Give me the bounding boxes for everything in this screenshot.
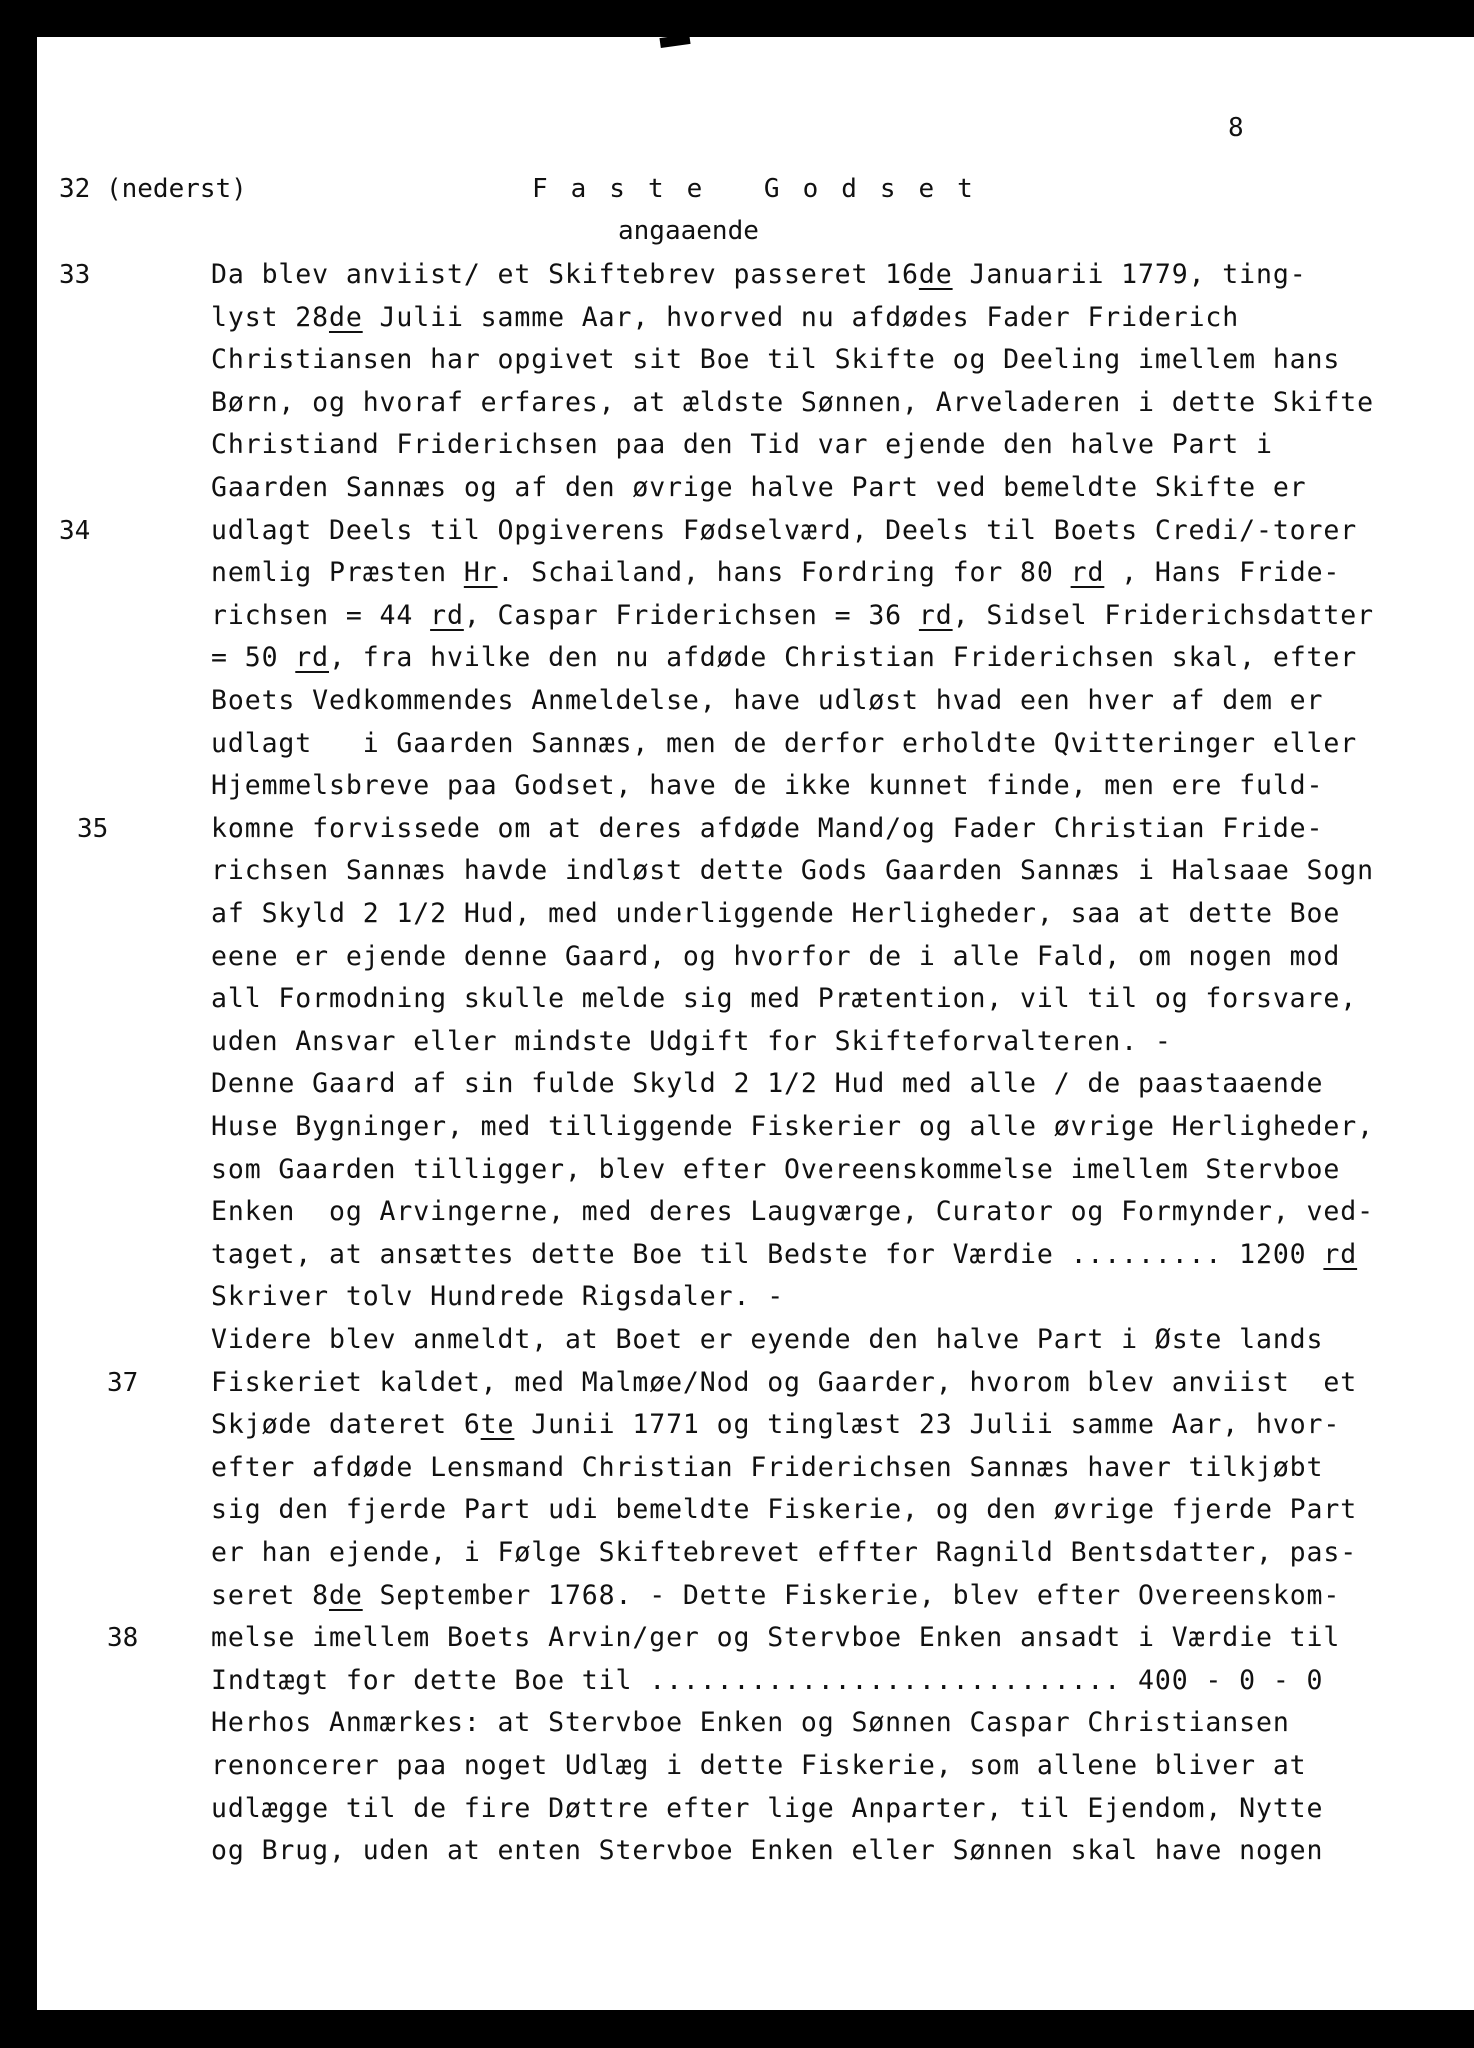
text-line: Enken og Arvingerne, med deres Laugværge, Curator og Formynder, ved- — [211, 1196, 1374, 1228]
underlined-abbreviation: rd — [1070, 557, 1105, 589]
text-line: renoncerer paa noget Udlæg i dette Fiskerie, som allene bliver at — [211, 1750, 1307, 1781]
text-line: udlagt i Gaarden Sannæs, men de derfor erholdte Qvitteringer eller — [211, 727, 1358, 759]
text-line: nemlig Præsten Hr. Schailand, hans Fordring for 80 rd , Hans Fride- — [211, 557, 1341, 589]
margin-number: 38 — [107, 1623, 139, 1654]
text-line: Da blev anviist/ et Skiftebrev passeret 16de Januarii 1779, ting- — [211, 259, 1307, 290]
underlined-abbreviation: Hr — [463, 557, 498, 589]
text-line: og Brug, uden at enten Stervboe Enken eller Sønnen skal have nogen — [211, 1835, 1324, 1867]
text-line: udlægge til de fire Døttre efter lige Anparter, til Ejendom, Nytte — [211, 1792, 1324, 1824]
text-line: all Formodning skulle melde sig med Prætention, vil til og forsvare, — [211, 983, 1358, 1015]
text-line: Skjøde dateret 6te Junii 1771 og tinglæst 23 Julii samme Aar, hvor- — [211, 1409, 1341, 1441]
text-line: = 50 rd, fra hvilke den nu afdøde Christian Friderichsen skal, efter — [211, 642, 1358, 674]
text-line: Børn, og hvoraf erfares, at ældste Sønnen, Arveladeren i dette Skifte — [211, 386, 1374, 418]
text-line: richsen = 44 rd, Caspar Friderichsen = 36 rd, Sidsel Friderichsdatter — [211, 599, 1374, 631]
page-number: 8 — [1228, 113, 1244, 143]
text-line: som Gaarden tilligger, blev efter Overeenskommelse imellem Stervboe — [211, 1153, 1341, 1185]
underlined-abbreviation: rd — [295, 642, 329, 674]
text-line: er han ejende, i Følge Skiftebrevet effter Ragnild Bentsdatter, pas- — [211, 1537, 1358, 1568]
text-line: af Skyld 2 1/2 Hud, med underliggende Herligheder, saa at dette Boe — [211, 898, 1341, 929]
text-line: Huse Bygninger, med tilliggende Fiskerier og alle øvrige Herligheder, — [211, 1111, 1374, 1142]
text-line: richsen Sannæs havde indløst dette Gods Gaarden Sannæs i Halsaae Sogn — [211, 855, 1374, 887]
text-line: lyst 28de Julii samme Aar, hvorved nu afdødes Fader Friderich — [211, 301, 1240, 333]
text-line: uden Ansvar eller mindste Udgift for Skifteforvalteren. - — [211, 1025, 1172, 1057]
document-subtitle: angaaende — [618, 216, 759, 246]
underlined-abbreviation: de — [328, 301, 363, 333]
underlined-abbreviation: te — [480, 1409, 515, 1441]
text-line: melse imellem Boets Arvin/ger og Stervboe Enken ansadt i Værdie til — [211, 1622, 1341, 1654]
text-line: Indtægt for dette Boe til ............................ 400 - 0 - 0 — [211, 1664, 1324, 1696]
margin-number: 35 — [77, 813, 109, 844]
text-line: Denne Gaard af sin fulde Skyld 2 1/2 Hud med alle / de paastaaende — [211, 1068, 1324, 1100]
underlined-abbreviation: rd — [918, 599, 953, 631]
document-title: Faste Godset — [532, 174, 996, 204]
text-line: Christiand Friderichsen paa den Tid var ejende den halve Part i — [211, 429, 1273, 461]
underlined-abbreviation: de — [918, 259, 953, 290]
margin-head-reference: 32 (nederst) — [59, 174, 247, 204]
text-line: sig den fjerde Part udi bemeldte Fiskerie, og den øvrige fjerde Part — [211, 1494, 1358, 1526]
text-line: taget, at ansættes dette Boe til Bedste for Værdie ......... 1200 rd — [211, 1238, 1358, 1270]
text-line: Gaarden Sannæs og af den øvrige halve Part ved bemeldte Skifte er — [211, 472, 1307, 503]
underlined-abbreviation: rd — [1323, 1238, 1358, 1270]
text-line: Boets Vedkommendes Anmeldelse, have udløst hvad een hver af dem er — [211, 685, 1324, 716]
text-line: Videre blev anmeldt, at Boet er eyende den halve Part i Øste lands — [211, 1324, 1324, 1355]
margin-number: 34 — [59, 515, 91, 546]
text-line: Herhos Anmærkes: at Stervboe Enken og Sønnen Caspar Christiansen — [211, 1707, 1290, 1739]
text-line: efter afdøde Lensmand Christian Friderichsen Sannæs haver tilkjøbt — [211, 1451, 1324, 1483]
text-line: eene er ejende denne Gaard, og hvorfor de i alle Fald, om nogen mod — [211, 940, 1341, 972]
margin-number: 37 — [107, 1367, 139, 1398]
underlined-abbreviation: de — [328, 1579, 363, 1611]
text-line: komne forvissede om at deres afdøde Mand/og Fader Christian Fride- — [211, 812, 1324, 844]
underlined-abbreviation: rd — [430, 599, 464, 631]
text-line: seret 8de September 1768. - Dette Fiskerie, blev efter Overeenskom- — [211, 1579, 1341, 1611]
text-line: udlagt Deels til Opgiverens Fødselværd, Deels til Boets Credi/-torer — [211, 514, 1358, 546]
text-line: Skriver tolv Hundrede Rigsdaler. - — [211, 1281, 785, 1313]
text-line: Christiansen har opgivet sit Boe til Skifte og Deeling imellem hans — [211, 344, 1341, 376]
margin-number: 33 — [59, 260, 91, 290]
text-line: Hjemmelsbreve paa Godset, have de ikke kunnet finde, men ere fuld- — [211, 770, 1324, 802]
text-line: Fiskeriet kaldet, med Malmøe/Nod og Gaarder, hvorom blev anviist et — [211, 1366, 1358, 1398]
